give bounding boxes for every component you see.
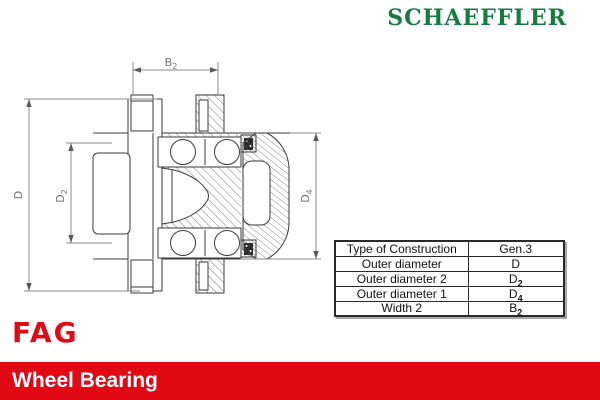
fag-logo: FAG — [12, 316, 79, 349]
label-d: D — [12, 190, 25, 200]
ball-lower-right — [215, 231, 240, 256]
bolt-boss-top-left — [131, 95, 153, 131]
label-d2: $D_2$ — [54, 189, 69, 203]
spec-table — [334, 240, 565, 317]
schaeffler-logo: SCHAEFFLER — [387, 5, 567, 31]
spec-value-cell — [468, 271, 564, 286]
table-row — [335, 301, 564, 316]
spec-value: D — [511, 256, 521, 271]
label-b2: $B_2$ — [164, 56, 178, 71]
bolt-boss-bottom-left — [131, 260, 153, 293]
spec-label-cell: Width 2 — [335, 301, 468, 316]
spec-value-subscript: 4 — [517, 292, 523, 303]
spec-label-cell: Outer diameter 1 — [335, 286, 468, 301]
fag-logo-wrap — [12, 316, 79, 349]
spec-label-cell: Outer diameter 2 — [335, 271, 468, 286]
spec-label-cell: Outer diameter — [335, 256, 468, 271]
bolt-hole-bottom — [199, 262, 208, 290]
table-row — [335, 241, 564, 256]
spec-value: D — [508, 286, 518, 301]
table-row — [335, 256, 564, 271]
spec-value: B — [509, 301, 518, 316]
spec-value-cell — [468, 301, 564, 316]
spec-value-subscript: 2 — [517, 277, 523, 288]
spec-value-cell — [468, 286, 564, 301]
hub-cross-section — [93, 95, 290, 293]
spec-value-subscript: 2 — [517, 307, 523, 318]
spec-value: D — [508, 271, 518, 286]
product-title: Wheel Bearing — [12, 369, 158, 392]
dimension-width2 — [133, 56, 218, 96]
table-row — [335, 271, 564, 286]
spec-value-cell — [468, 256, 564, 271]
spec-value-cell — [468, 241, 564, 256]
ball-upper-right — [215, 140, 240, 165]
footer-bar — [0, 362, 600, 400]
spec-label-cell: Type of Construction — [335, 241, 468, 256]
wheel-pilot — [93, 153, 130, 234]
table-row — [335, 286, 564, 301]
label-d4: $D_4$ — [299, 189, 314, 203]
ball-upper-left — [171, 140, 196, 165]
knuckle-bore-face — [243, 161, 270, 225]
ball-lower-left — [171, 231, 196, 256]
bolt-hole-top — [199, 100, 208, 131]
spec-value: Gen.3 — [499, 241, 533, 256]
